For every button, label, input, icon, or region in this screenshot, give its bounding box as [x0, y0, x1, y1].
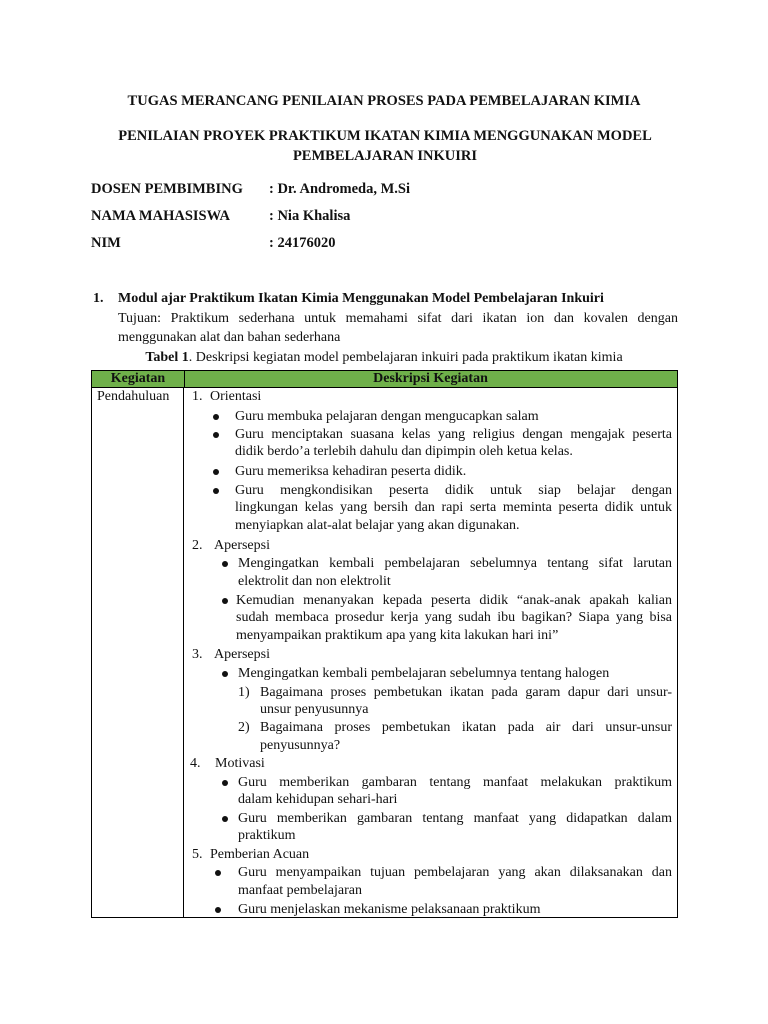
info-row-nama: [91, 208, 350, 225]
bullet-icon: [213, 414, 219, 420]
document-subtitle: PENILAIAN PROYEK PRAKTIKUM IKATAN KIMIA MENGGUNAKAN MODEL PEMBELAJARAN INKUIRI: [118, 128, 652, 164]
bullet-text-continued: lingkungan kelas yang bersih dan rapi serta meminta peserta didik untuk: [235, 500, 672, 515]
column-divider: [183, 387, 184, 917]
bullet-text-continued: dalam kehidupan sehari-hari: [238, 792, 398, 807]
sub-item-number: 1): [238, 685, 250, 700]
item-number: 3.: [192, 647, 203, 662]
bullet-icon: [222, 561, 228, 567]
bullet-icon: [215, 907, 221, 913]
bullet-text-continued: menyiapkan alat-alat belajar yang akan digunakan.: [235, 518, 520, 533]
bullet-text: Guru memeriksa kehadiran peserta didik.: [235, 464, 467, 479]
bullet-text: Guru mengkondisikan peserta didik untuk siap belajar dengan: [235, 483, 672, 498]
sub-item-text-continued: penyusunnya?: [260, 738, 341, 753]
bullet-text-continued: didik berdo’a terlebih dahulu dan dipimpin oleh ketua kelas.: [235, 444, 573, 459]
bullet-text: Guru memberikan gambaran tentang manfaat melakukan praktikum: [238, 775, 672, 790]
bullet-text-continued: sudah membaca prosedur kerja yang sudah ibu bagikan? Siapa yang bisa: [236, 610, 672, 625]
document-title: TUGAS MERANCANG PENILAIAN PROSES PADA PEMBELAJARAN KIMIA: [127, 93, 641, 109]
header-kegiatan: Kegiatan: [92, 371, 185, 387]
item-number: 1.: [192, 389, 203, 404]
bullet-text-continued: elektrolit dan non elektrolit: [238, 574, 391, 589]
item-title: Orientasi: [210, 389, 262, 404]
item-number: 4.: [190, 756, 201, 771]
caption-text: . Deskripsi kegiatan model pembelajaran inkuiri pada praktikum ikatan kimia: [188, 350, 623, 365]
section-title: Modul ajar Praktikum Ikatan Kimia Menggunakan Model Pembelajaran Inkuiri: [118, 291, 604, 306]
section-number: 1.: [93, 291, 104, 306]
item-title: Apersepsi: [214, 647, 270, 662]
bullet-icon: [213, 432, 219, 438]
section-purpose: Tujuan: Praktikum sederhana untuk memahami sifat dari ikatan ion dan kovalen dengan menggunakan alat dan bahan sederhana: [118, 311, 678, 345]
row-label: Pendahuluan: [97, 389, 170, 404]
bullet-icon: [222, 816, 228, 822]
table-caption: [0, 349, 768, 366]
table-header: [91, 370, 678, 388]
sub-item-text-continued: unsur penyusunnya: [260, 702, 369, 717]
item-number: 5.: [192, 847, 203, 862]
sub-item-text: Bagaimana proses pembetukan ikatan pada air dari unsur-unsur: [260, 720, 672, 735]
bullet-icon: [222, 598, 228, 604]
bullet-icon: [222, 671, 228, 677]
info-row-dosen: [91, 181, 410, 198]
table-body: [91, 387, 678, 918]
bullet-text: Kemudian menanyakan kepada peserta didik “anak-anak apakah kalian: [236, 593, 672, 608]
sub-item-text: Bagaimana proses pembetukan ikatan pada garam dapur dari unsur-: [260, 685, 672, 700]
nama-value: : Nia Khalisa: [269, 208, 351, 224]
caption-label: Tabel 1: [145, 350, 189, 365]
bullet-text-continued: manfaat pembelajaran: [238, 883, 362, 898]
bullet-text-continued: praktikum: [238, 828, 296, 843]
bullet-icon: [222, 780, 228, 786]
bullet-text: Guru menjelaskan mekanisme pelaksanaan praktikum: [238, 902, 541, 917]
bullet-text: Guru menciptakan suasana kelas yang religius dengan mengajak peserta: [235, 427, 672, 442]
bullet-text: Guru membuka pelajaran dengan mengucapkan salam: [235, 409, 539, 424]
dosen-value: : Dr. Andromeda, M.Si: [269, 181, 410, 197]
bullet-icon: [213, 488, 219, 494]
info-row-nim: [91, 235, 335, 252]
bullet-text: Mengingatkan kembali pembelajaran sebelumnya tentang halogen: [238, 666, 610, 681]
item-title: Motivasi: [215, 756, 265, 771]
item-number: 2.: [192, 538, 203, 553]
sub-item-number: 2): [238, 720, 250, 735]
dosen-label: DOSEN PEMBIMBING: [91, 181, 243, 197]
nim-value: : 24176020: [269, 235, 336, 251]
bullet-text-continued: menyampaikan praktikum apa yang kita lakukan hari ini”: [236, 628, 559, 643]
bullet-text: Mengingatkan kembali pembelajaran sebelumnya tentang sifat larutan: [238, 556, 672, 571]
nama-label: NAMA MAHASISWA: [91, 208, 230, 224]
bullet-text: Guru menyampaikan tujuan pembelajaran yang akan dilaksanakan dan: [238, 865, 672, 880]
header-deskripsi: Deskripsi Kegiatan: [373, 371, 488, 386]
bullet-icon: [215, 870, 221, 876]
bullet-icon: [213, 469, 219, 475]
item-title: Apersepsi: [214, 538, 270, 553]
item-title: Pemberian Acuan: [210, 847, 310, 862]
nim-label: NIM: [91, 235, 121, 251]
bullet-text: Guru memberikan gambaran tentang manfaat yang didapatkan dalam: [238, 811, 672, 826]
